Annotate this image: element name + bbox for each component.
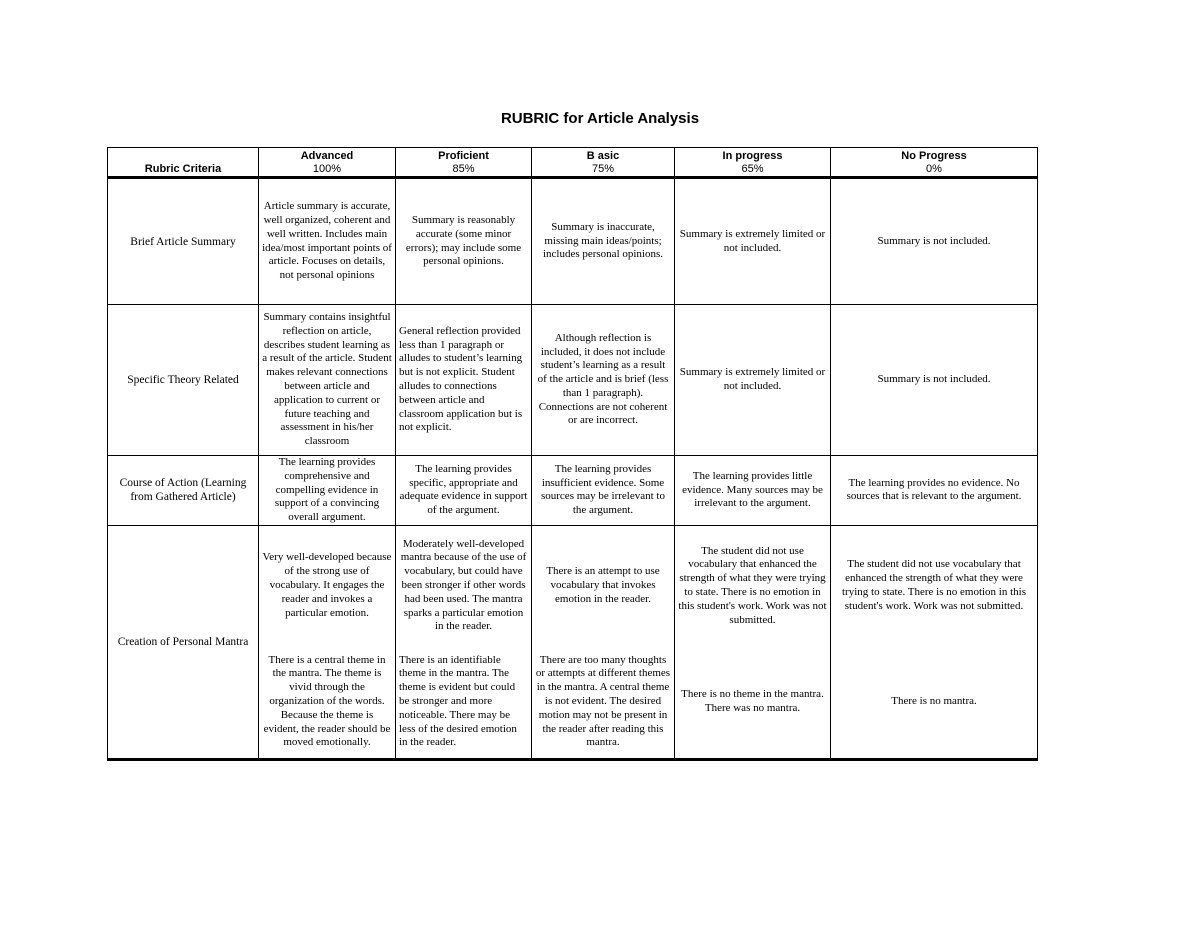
- level-name: Proficient: [438, 150, 489, 162]
- criterion-label: Course of Action (Learning from Gathered Article): [108, 456, 259, 526]
- header-row: [108, 148, 1038, 178]
- rubric-table: [107, 147, 1038, 761]
- rubric-cell: There is an attempt to use vocabulary that invokes emotion in the reader.: [532, 525, 675, 646]
- criteria-header: Rubric Criteria: [108, 148, 259, 178]
- rubric-cell: There is no mantra.: [831, 646, 1038, 760]
- level-header-in-progress: [675, 148, 831, 178]
- table-row: [108, 456, 1038, 526]
- rubric-cell: The student did not use vocabulary that enhanced the strength of what they were trying to state. There is no emotion in this student's work. Work was not submitted.: [675, 525, 831, 646]
- rubric-cell: There is no theme in the mantra. There was no mantra.: [675, 646, 831, 760]
- criterion-label: Creation of Personal Mantra: [108, 525, 259, 759]
- rubric-cell: Article summary is accurate, well organized, coherent and well written. Includes main idea/most important points of article. Focuses on details, not personal opinions: [259, 178, 396, 305]
- rubric-cell: Summary is extremely limited or not included.: [675, 305, 831, 456]
- level-name: In progress: [722, 150, 783, 162]
- level-pct: 65%: [741, 163, 764, 175]
- level-pct: 0%: [926, 163, 942, 175]
- level-pct: 75%: [591, 163, 615, 175]
- rubric-cell: The learning provides insufficient evidence. Some sources may be irrelevant to the argument.: [532, 456, 675, 526]
- rubric-cell: Very well-developed because of the strong use of vocabulary. It engages the reader and invokes a particular emotion.: [259, 525, 396, 646]
- rubric-cell: Summary is extremely limited or not included.: [675, 178, 831, 305]
- level-header-advanced: [259, 148, 396, 178]
- table-row: [108, 178, 1038, 305]
- table-row: [108, 305, 1038, 456]
- rubric-cell: The learning provides little evidence. Many sources may be irrelevant to the argument.: [675, 456, 831, 526]
- rubric-cell: Summary is reasonably accurate (some minor errors); may include some personal opinions.: [396, 178, 532, 305]
- rubric-cell: The learning provides no evidence. No sources that is relevant to the argument.: [831, 456, 1038, 526]
- rubric-cell: Summary contains insightful reflection on article, describes student learning as a result of the article. Student makes relevant connections between article and application to current or future teaching and assessment in his/her classroom: [259, 305, 396, 456]
- rubric-cell: There is a central theme in the mantra. The theme is vivid through the organization of the words. Because the theme is evident, the reader should be moved emotionally.: [259, 646, 396, 760]
- level-header-basic: [532, 148, 675, 178]
- page-title: RUBRIC for Article Analysis: [500, 110, 700, 127]
- rubric-cell: Summary is not included.: [831, 178, 1038, 305]
- level-header-no-progress: [831, 148, 1038, 178]
- rubric-cell: There are too many thoughts or attempts at different themes in the mantra. A central theme is not evident. The desired motion may not be present in the reader after reading this mantra.: [532, 646, 675, 760]
- rubric-cell: Although reflection is included, it does not include student’s learning as a result of the article and is brief (less than 1 paragraph). Connections are not coherent or are incorrect.: [532, 305, 675, 456]
- rubric-cell: Summary is inaccurate, missing main ideas/points; includes personal opinions.: [532, 178, 675, 305]
- level-pct: 100%: [312, 163, 342, 175]
- level-name: B asic: [586, 150, 620, 162]
- table-row: [108, 525, 1038, 646]
- level-name: No Progress: [901, 150, 967, 162]
- rubric-cell: The learning provides specific, appropriate and adequate evidence in support of the argument.: [396, 456, 532, 526]
- criterion-label: Brief Article Summary: [108, 178, 259, 305]
- rubric-cell: There is an identifiable theme in the mantra. The theme is evident but could be stronger and more noticeable. There may be less of the desired emotion in the reader.: [396, 646, 532, 760]
- rubric-cell: Moderately well-developed mantra because of the use of vocabulary, but could have been stronger if other words had been used. The mantra sparks a particular emotion in the reader.: [396, 525, 532, 646]
- level-pct: 85%: [452, 163, 475, 175]
- level-name: Advanced: [300, 150, 354, 162]
- rubric-cell: The student did not use vocabulary that enhanced the strength of what they were trying to state. There is no emotion in this student's work. Work was not submitted.: [831, 525, 1038, 646]
- criterion-label: Specific Theory Related: [108, 305, 259, 456]
- rubric-cell: The learning provides comprehensive and compelling evidence in support of a convincing overall argument.: [259, 456, 396, 526]
- rubric-cell: Summary is not included.: [831, 305, 1038, 456]
- level-header-proficient: [396, 148, 532, 178]
- rubric-cell: General reflection provided less than 1 paragraph or alludes to student’s learning but is not explicit. Student alludes to connections between article and classroom application but is not explicit.: [396, 305, 532, 456]
